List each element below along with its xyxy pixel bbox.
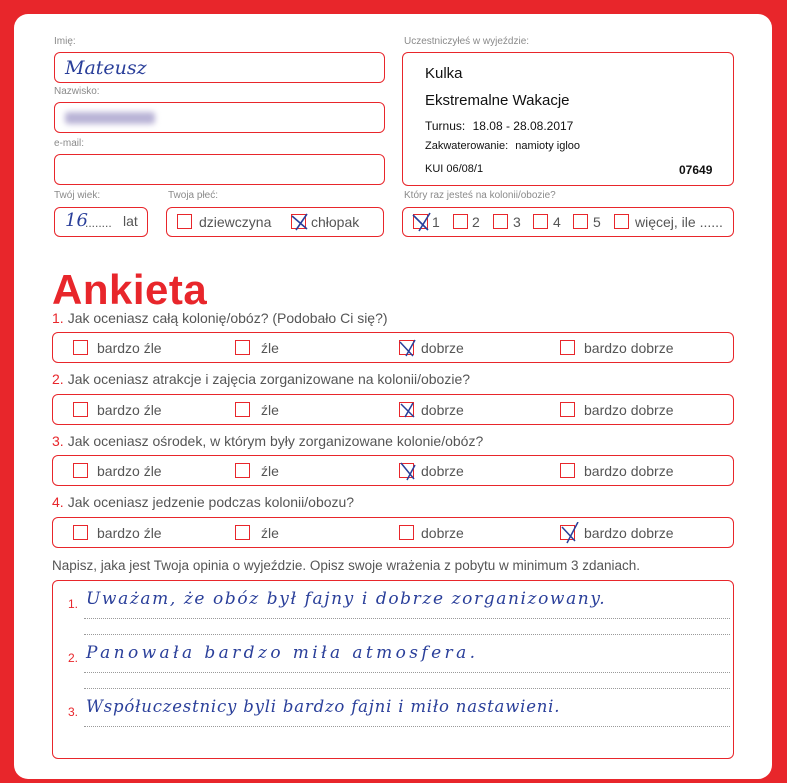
camp-number: 07649: [679, 163, 713, 177]
q2-option-good: dobrze: [421, 402, 464, 418]
turnus-label: Turnus:: [425, 119, 466, 133]
camp-name: Kulka: [425, 65, 463, 82]
email-field[interactable]: [54, 154, 385, 185]
name-label: Imię:: [54, 36, 76, 47]
question-1-text: Jak oceniasz całą kolonię/obóz? (Podobało Ci się?): [67, 310, 388, 326]
gender-checkbox-girl[interactable]: [177, 214, 192, 229]
q2-checkbox-bad[interactable]: [235, 402, 250, 417]
opinion-line-1-text: Uważam, że obóz był fajny i dobrze zorganizowany.: [86, 589, 607, 609]
question-2-number: 2.: [52, 371, 64, 387]
q3-checkbox-good[interactable]: [399, 463, 414, 478]
visit-checkbox-more[interactable]: [614, 214, 629, 229]
age-field[interactable]: [54, 207, 148, 237]
q3-option-good: dobrze: [421, 463, 464, 479]
q2-option-bad: źle: [261, 402, 279, 418]
q1-checkbox-very-good[interactable]: [560, 340, 575, 355]
q4-checkbox-very-bad[interactable]: [73, 525, 88, 540]
participant-label: Uczestniczyłeś w wyjeździe:: [404, 36, 530, 47]
question-1-number: 1.: [52, 310, 64, 326]
opinion-line-3-number: 3.: [68, 705, 79, 719]
visit-option-more: więcej, ile ......: [635, 214, 723, 230]
visit-checkbox-1[interactable]: [413, 214, 428, 229]
opinion-line-3-text: Współuczestnicy byli bardzo fajni i miło nastawieni.: [86, 697, 561, 716]
q3-option-bad: źle: [261, 463, 279, 479]
q4-option-very-bad: bardzo źle: [97, 525, 162, 541]
surname-label: Nazwisko:: [54, 86, 100, 97]
age-label: Twój wiek:: [54, 190, 101, 201]
name-value: Mateusz: [65, 57, 147, 79]
lodging-value: namioty igloo: [515, 140, 581, 152]
visit-field: [402, 207, 734, 237]
question-2: [52, 371, 470, 387]
q3-option-very-bad: bardzo źle: [97, 463, 162, 479]
camp-info-box: [402, 52, 734, 186]
q3-checkbox-bad[interactable]: [235, 463, 250, 478]
q3-checkbox-very-bad[interactable]: [73, 463, 88, 478]
opinion-line-1-number: 1.: [68, 597, 79, 611]
q1-option-good: dobrze: [421, 340, 464, 356]
visit-option-5: 5: [593, 214, 601, 230]
q1-checkbox-bad[interactable]: [235, 340, 250, 355]
q4-checkbox-bad[interactable]: [235, 525, 250, 540]
visit-option-4: 4: [553, 214, 561, 230]
camp-code: KUI 06/08/1: [425, 163, 484, 175]
opinion-line-1-rule: [84, 618, 730, 619]
email-label: e-mail:: [54, 138, 85, 149]
q1-option-bad: źle: [261, 340, 279, 356]
check-mark-icon: [397, 399, 419, 421]
question-2-text: Jak oceniasz atrakcje i zajęcia zorganizowane na kolonii/obozie?: [67, 371, 471, 387]
camp-lodging: [425, 140, 580, 152]
visit-checkbox-2[interactable]: [453, 214, 468, 229]
q2-option-very-bad: bardzo źle: [97, 402, 162, 418]
gender-option-girl: dziewczyna: [199, 214, 272, 230]
check-mark-icon: [289, 211, 311, 233]
gender-option-boy: chłopak: [311, 214, 360, 230]
q2-checkbox-very-bad[interactable]: [73, 402, 88, 417]
opinion-prompt: Napisz, jaka jest Twoja opinia o wyjeździe. Opisz swoje wrażenia z pobytu w minimum 3 zdaniach.: [52, 558, 641, 573]
question-3: [52, 433, 483, 449]
opinion-line-2-number: 2.: [68, 651, 79, 665]
question-1: [52, 310, 388, 326]
visit-checkbox-5[interactable]: [573, 214, 588, 229]
q4-option-very-good: bardzo dobrze: [584, 525, 674, 541]
q1-checkbox-good[interactable]: [399, 340, 414, 355]
age-dots: ........: [85, 216, 112, 230]
redacted-surname: [65, 112, 155, 124]
question-4-text: Jak oceniasz jedzenie podczas kolonii/obozu?: [67, 494, 355, 510]
visit-option-3: 3: [513, 214, 521, 230]
visit-checkbox-4[interactable]: [533, 214, 548, 229]
q4-option-bad: źle: [261, 525, 279, 541]
lodging-label: Zakwaterowanie:: [425, 140, 509, 152]
visit-checkbox-3[interactable]: [493, 214, 508, 229]
gender-label: Twoja płeć:: [168, 190, 219, 201]
check-mark-icon: [397, 460, 419, 482]
gender-checkbox-boy[interactable]: [291, 214, 306, 229]
q1-checkbox-very-bad[interactable]: [73, 340, 88, 355]
camp-turnus: [425, 119, 573, 133]
visit-option-1: 1: [432, 214, 440, 230]
visit-option-2: 2: [472, 214, 480, 230]
opinion-line-2-rule: [84, 672, 730, 673]
question-4: [52, 494, 354, 510]
q4-option-good: dobrze: [421, 525, 464, 541]
turnus-value: 18.08 - 28.08.2017: [472, 119, 574, 133]
q3-option-very-good: bardzo dobrze: [584, 463, 674, 479]
q3-checkbox-very-good[interactable]: [560, 463, 575, 478]
check-mark-icon: [397, 337, 419, 359]
question-1-answers: [52, 332, 734, 363]
check-mark-icon: [558, 522, 580, 544]
q1-option-very-good: bardzo dobrze: [584, 340, 674, 356]
opinion-line-2-text: Panowała bardzo miła atmosfera.: [86, 643, 479, 663]
survey-sheet: [14, 14, 772, 779]
gender-field: [166, 207, 384, 237]
visit-label: Który raz jesteś na kolonii/obozie?: [404, 190, 556, 201]
age-value: 16: [65, 210, 88, 231]
q2-option-very-good: bardzo dobrze: [584, 402, 674, 418]
name-field[interactable]: [54, 52, 385, 83]
question-3-text: Jak oceniasz ośrodek, w którym były zorganizowane kolonie/obóz?: [67, 433, 484, 449]
question-4-answers: [52, 517, 734, 548]
question-3-number: 3.: [52, 433, 64, 449]
camp-program: Ekstremalne Wakacje: [425, 92, 570, 109]
question-4-number: 4.: [52, 494, 64, 510]
q4-checkbox-good[interactable]: [399, 525, 414, 540]
question-2-answers: [52, 394, 734, 425]
age-unit: lat: [123, 213, 138, 229]
opinion-line-1-rule-lower: [84, 634, 730, 635]
check-mark-icon: [411, 211, 433, 233]
question-3-answers: [52, 455, 734, 486]
survey-title: Ankieta: [52, 266, 208, 313]
q1-option-very-bad: bardzo źle: [97, 340, 162, 356]
opinion-line-3-rule: [84, 726, 730, 727]
q4-checkbox-very-good[interactable]: [560, 525, 575, 540]
q2-checkbox-good[interactable]: [399, 402, 414, 417]
opinion-line-2-rule-lower: [84, 688, 730, 689]
q2-checkbox-very-good[interactable]: [560, 402, 575, 417]
surname-field[interactable]: [54, 102, 385, 133]
